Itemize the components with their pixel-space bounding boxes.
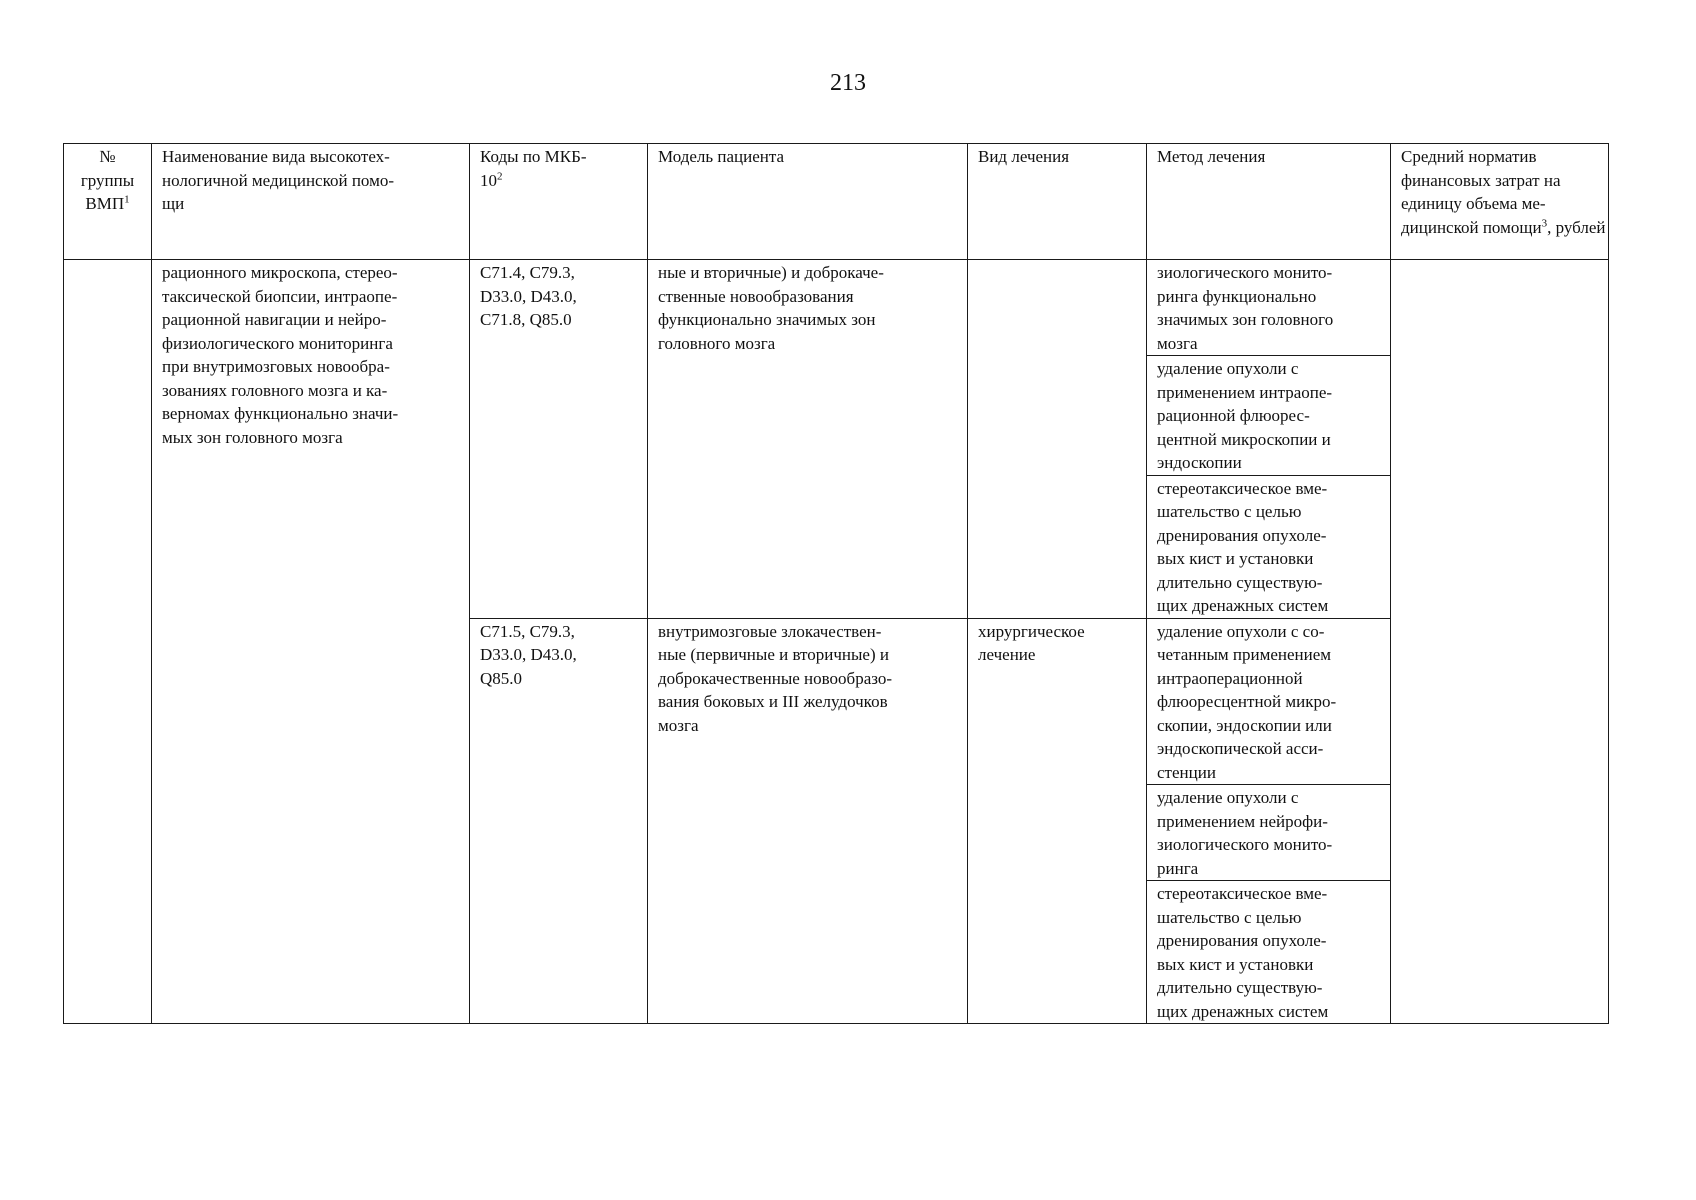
text-line: лечение <box>978 645 1036 664</box>
text-line: верномах функционально значи- <box>162 404 399 423</box>
vmp-table <box>63 143 1609 1024</box>
text-line: C71.5, C79.3, <box>480 621 575 641</box>
text-line: щих дренажных систем <box>1157 1001 1329 1021</box>
cell-treatment-method <box>1147 618 1391 785</box>
cell-treatment-method <box>1147 475 1391 618</box>
header-vmp-name <box>152 144 470 260</box>
header-line: Наименование вида высокотех- <box>162 147 390 166</box>
text-line: головного мозга <box>658 333 776 353</box>
cell-treatment-method <box>1147 260 1391 356</box>
text-line: физиологического мониторинга <box>162 333 393 353</box>
text-line: удаление опухоли с со- <box>1157 621 1325 641</box>
text-line: функционально значимых зон <box>658 310 876 329</box>
header-line: дицинской помощи$^3$, рублей <box>1401 216 1606 237</box>
footnote-mark: 3 <box>1541 216 1548 229</box>
text-line: длительно существую- <box>1157 572 1323 592</box>
header-group-no <box>64 144 152 260</box>
header-line: Коды по МКБ- <box>480 147 587 166</box>
text-line: C71.8, Q85.0 <box>480 310 572 329</box>
text-line: интраоперационной <box>1157 668 1303 688</box>
text-line: эндоскопической асси- <box>1157 739 1324 758</box>
text-line: рационной флюорес- <box>1157 406 1310 425</box>
footnote-mark: 1 <box>124 193 130 206</box>
text-line: ственные новообразования <box>658 286 854 306</box>
text-line: хирургическое <box>978 621 1085 641</box>
footnote-mark: 2 <box>497 169 503 182</box>
header-line: единицу объема ме- <box>1401 194 1546 213</box>
text-line: вых кист и установки <box>1157 549 1314 568</box>
header-patient-model <box>648 144 968 260</box>
text-line: D33.0, D43.0, <box>480 286 577 306</box>
cell-avg-cost <box>1391 260 1609 1024</box>
text-line: доброкачественные новообразо- <box>658 668 893 688</box>
text-line: мозга <box>1157 333 1198 353</box>
text-line: удаление опухоли с <box>1157 788 1299 807</box>
text-line: ные (первичные и вторичные) и <box>658 645 889 664</box>
text-line: шательство с целью <box>1157 907 1302 927</box>
cell-patient-model <box>648 260 968 619</box>
text-line: мозга <box>658 715 699 735</box>
header-line: Средний норматив <box>1401 147 1537 166</box>
text-line: таксической биопсии, интраопе- <box>162 286 398 306</box>
text-line: дренирования опухоле- <box>1157 525 1327 545</box>
header-line: $10^2$ <box>480 169 503 190</box>
cell-icd-codes <box>470 618 648 1024</box>
cell-treatment-method <box>1147 785 1391 881</box>
text-line: C71.4, C79.3, <box>480 263 575 282</box>
text-line: эндоскопии <box>1157 453 1242 472</box>
header-line: щи <box>162 194 185 213</box>
text-line: ные и вторичные) и доброкаче- <box>658 263 884 282</box>
text-line: D33.0, D43.0, <box>480 645 577 664</box>
cell-treatment-type <box>968 618 1147 1024</box>
text-line: мых зон головного мозга <box>162 427 343 447</box>
text-line: при внутримозговых новообра- <box>162 357 390 376</box>
text-line: ринга <box>1157 858 1199 878</box>
text-line: Q85.0 <box>480 668 523 688</box>
text-line: щих дренажных систем <box>1157 596 1329 615</box>
cell-treatment-method <box>1147 881 1391 1024</box>
header-line: нологичной медицинской помо- <box>162 170 395 190</box>
text-line: значимых зон головного <box>1157 310 1334 329</box>
text-line: внутримозговые злокачествен- <box>658 621 882 641</box>
text-line: удаление опухоли с <box>1157 359 1299 378</box>
cell-treatment-method <box>1147 356 1391 476</box>
cell-patient-model <box>648 618 968 1024</box>
header-line: ВМП$^1$ <box>85 193 130 213</box>
text-line: дренирования опухоле- <box>1157 931 1327 950</box>
header-icd-codes <box>470 144 648 260</box>
header-line: № <box>99 147 116 166</box>
cell-icd-codes <box>470 260 648 619</box>
text-line: стереотаксическое вме- <box>1157 884 1328 903</box>
text-line: зованиях головного мозга и ка- <box>162 380 388 400</box>
text-line: применением интраопе- <box>1157 382 1333 402</box>
header-line: Метод лечения <box>1157 147 1266 166</box>
text-line: рационной навигации и нейро- <box>162 310 387 329</box>
text-line: зиологического монито- <box>1157 835 1333 854</box>
cell-vmp-name <box>152 260 470 1024</box>
text-line: рационного микроскопа, стерео- <box>162 263 398 282</box>
text-line: шательство с целью <box>1157 502 1302 521</box>
header-avg-cost <box>1391 144 1609 260</box>
text-line: стенции <box>1157 762 1216 782</box>
header-line: Модель пациента <box>658 147 785 166</box>
header-line: Вид лечения <box>978 147 1070 166</box>
cell-treatment-type <box>968 260 1147 619</box>
text-line: четанным применением <box>1157 645 1332 664</box>
table-row <box>64 260 1609 356</box>
page-number: 213 <box>830 70 866 96</box>
header-treatment-type <box>968 144 1147 260</box>
table-header-row <box>64 144 1609 260</box>
header-line: финансовых затрат на <box>1401 170 1561 190</box>
text-line: вания боковых и III желудочков <box>658 692 888 711</box>
text-line: скопии, эндоскопии или <box>1157 715 1332 735</box>
header-line: группы <box>80 170 135 190</box>
header-treatment-method <box>1147 144 1391 260</box>
text-line: вых кист и установки <box>1157 954 1314 974</box>
text-line: длительно существую- <box>1157 978 1323 997</box>
text-line: зиологического монито- <box>1157 263 1333 282</box>
cell-group-no <box>64 260 152 1024</box>
text-line: ринга функционально <box>1157 286 1317 306</box>
text-line: флюоресцентной микро- <box>1157 692 1337 711</box>
text-line: стереотаксическое вме- <box>1157 478 1328 498</box>
text-line: центной микроскопии и <box>1157 429 1331 449</box>
text-line: применением нейрофи- <box>1157 811 1328 831</box>
